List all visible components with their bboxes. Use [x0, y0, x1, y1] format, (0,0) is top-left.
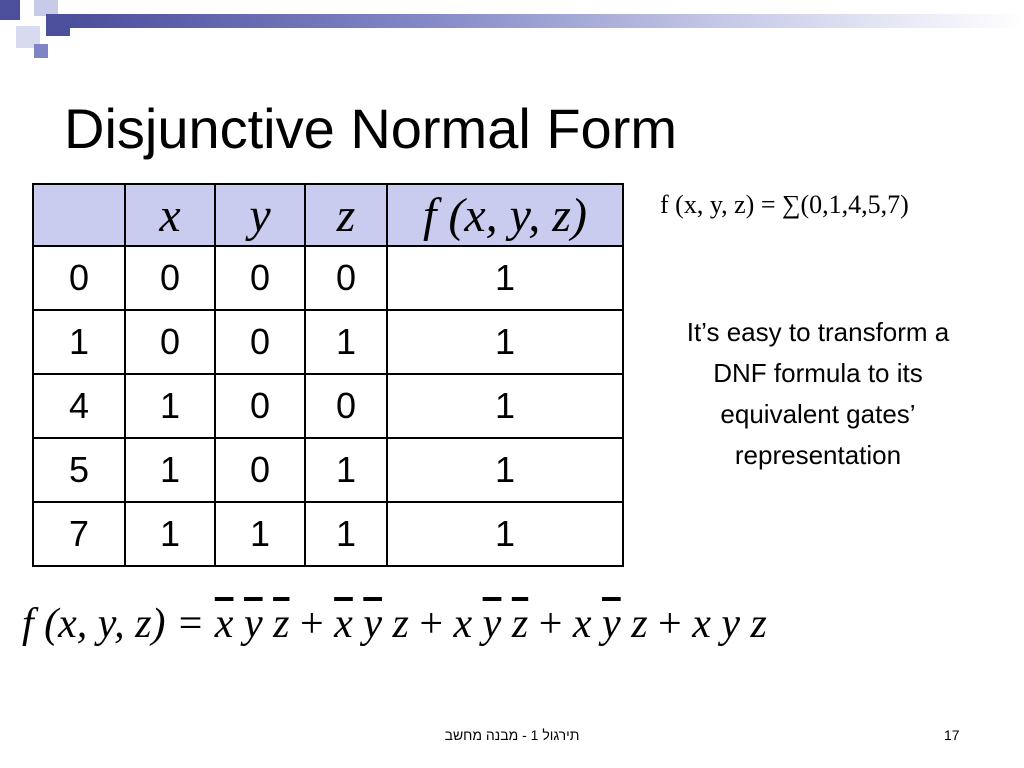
formula-plus: +: [647, 601, 693, 647]
cell-index: 1: [33, 310, 125, 374]
cell-f: 1: [387, 374, 623, 438]
formula-literal: x: [692, 601, 711, 647]
cell-y: 1: [215, 502, 305, 566]
formula-plus: +: [408, 601, 454, 647]
formula-literal: z: [750, 601, 767, 647]
cell-z: 1: [305, 438, 387, 502]
table-row: [33, 310, 623, 374]
cell-x: 1: [125, 438, 215, 502]
header-cell-index: [33, 184, 125, 246]
formula-literal: x: [453, 601, 473, 647]
table-row: [33, 374, 623, 438]
dnf-formula: [22, 600, 767, 648]
formula-plus: +: [528, 601, 573, 647]
cell-z: 1: [305, 502, 387, 566]
cell-z: 0: [305, 374, 387, 438]
cell-index: 5: [33, 438, 125, 502]
formula-literal: $\overline{y}$: [482, 601, 502, 647]
decor-square-1: [0, 0, 20, 20]
header-cell-f: f (x, y, z): [387, 184, 623, 246]
cell-index: 7: [33, 502, 125, 566]
decor-top-bar: [70, 14, 1024, 28]
cell-z: 0: [305, 246, 387, 310]
table-row: [33, 502, 623, 566]
formula-literal: $\overline{x}$: [214, 601, 234, 647]
cell-y: 0: [215, 374, 305, 438]
table-row: [33, 438, 623, 502]
cell-f: 1: [387, 438, 623, 502]
footer-text: תירגול 1 - מבנה מחשב: [444, 727, 580, 743]
cell-x: 1: [125, 374, 215, 438]
truth-table: [32, 183, 624, 567]
header-cell-x: x: [125, 184, 215, 246]
formula-literal: $\overline{y}$: [602, 601, 621, 647]
dnf-note: It’s easy to transform a DNF formula to its equivalent gates’ representation: [686, 317, 950, 470]
formula-literal: z: [392, 601, 409, 647]
formula-literal: $\overline{y}$: [363, 601, 382, 647]
formula-lhs: f (x, y, z) =: [22, 601, 215, 647]
page-number: 17: [944, 727, 960, 743]
truth-table-header: [33, 184, 623, 246]
cell-x: 0: [125, 310, 215, 374]
header-cell-z: z: [305, 184, 387, 246]
formula-literal: $\overline{z}$: [273, 601, 290, 647]
cell-index: 0: [33, 246, 125, 310]
formula-literal: $\overline{y}$: [243, 601, 263, 647]
cell-f: 1: [387, 246, 623, 310]
cell-x: 1: [125, 502, 215, 566]
formula-literal: z: [631, 601, 648, 647]
formula-literal: $\overline{x}$: [334, 601, 353, 647]
decor-square-3: [46, 14, 70, 36]
table-row: [33, 246, 623, 310]
sum-of-minterms-formula: f (x, y, z) = ∑(0,1,4,5,7): [660, 190, 909, 219]
cell-x: 0: [125, 246, 215, 310]
cell-index: 4: [33, 374, 125, 438]
cell-f: 1: [387, 502, 623, 566]
cell-y: 0: [215, 246, 305, 310]
cell-y: 0: [215, 310, 305, 374]
formula-literal: $\overline{z}$: [511, 601, 529, 647]
slide-title: Disjunctive Normal Form: [64, 97, 677, 160]
cell-y: 0: [215, 438, 305, 502]
decor-square-5: [34, 44, 48, 58]
cell-f: 1: [387, 310, 623, 374]
cell-z: 1: [305, 310, 387, 374]
header-cell-y: y: [215, 184, 305, 246]
formula-literal: x: [572, 601, 592, 647]
formula-plus: +: [289, 601, 335, 647]
formula-literal: y: [721, 601, 741, 647]
